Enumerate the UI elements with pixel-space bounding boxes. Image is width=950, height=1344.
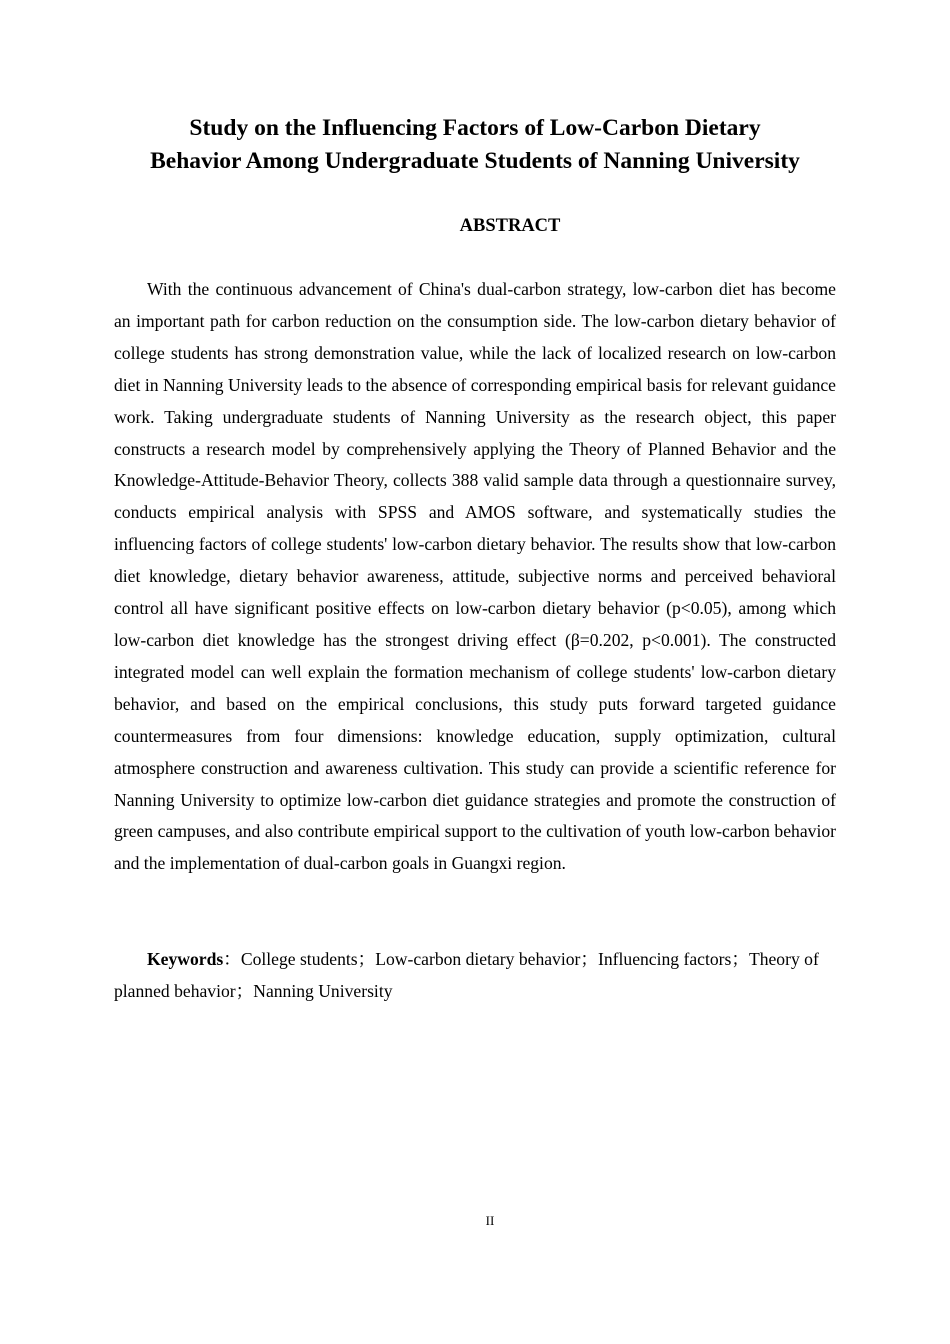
keywords-list: College students；Low-carbon dietary behavior；Influencing factors；Theory of planned behavior；Nanning University [114, 949, 819, 1001]
keywords-paragraph [114, 944, 836, 1008]
abstract-body: With the continuous advancement of China's dual-carbon strategy, low-carbon diet has become an important path for carbon reduction on the consumption side. The low-carbon dietary behavior of college students has strong demonstration value, while the lack of localized research on low-carbon diet in Nanning University leads to the absence of corresponding empirical basis for relevant guidance work. Taking undergraduate students of Nanning University as the research object, this paper constructs a research model by comprehensively applying the Theory of Planned Behavior and the Knowledge-Attitude-Behavior Theory, collects 388 valid sample data through a questionnaire survey, conducts empirical analysis with SPSS and AMOS software, and systematically studies the influencing factors of college students' low-carbon dietary behavior. The results show that low-carbon diet knowledge, dietary behavior awareness, attitude, subjective norms and perceived behavioral control all have significant positive effects on low-carbon dietary behavior (p<0.05), among which low-carbon diet knowledge has the strongest driving effect (β=0.202, p<0.001). The constructed integrated model can well explain the formation mechanism of college students' low-carbon dietary behavior, and based on the empirical conclusions, this study puts forward targeted guidance countermeasures from four dimensions: knowledge education, supply optimization, cultural atmosphere construction and awareness cultivation. This study can provide a scientific reference for Nanning University to optimize low-carbon diet guidance strategies and promote the construction of green campuses, and also contribute empirical support to the cultivation of youth low-carbon behavior and the implementation of dual-carbon goals in Guangxi region. [114, 279, 836, 874]
keywords-label: Keywords [147, 949, 224, 969]
paper-title [100, 112, 850, 178]
keywords-separator: ： [223, 949, 241, 969]
paper-title-line-1: Study on the Influencing Factors of Low-Carbon Dietary [189, 115, 761, 141]
page-number: II [485, 1213, 495, 1228]
paper-title-line-2: Behavior Among Undergraduate Students of Nanning University [150, 148, 800, 174]
abstract-heading: ABSTRACT [459, 216, 561, 236]
